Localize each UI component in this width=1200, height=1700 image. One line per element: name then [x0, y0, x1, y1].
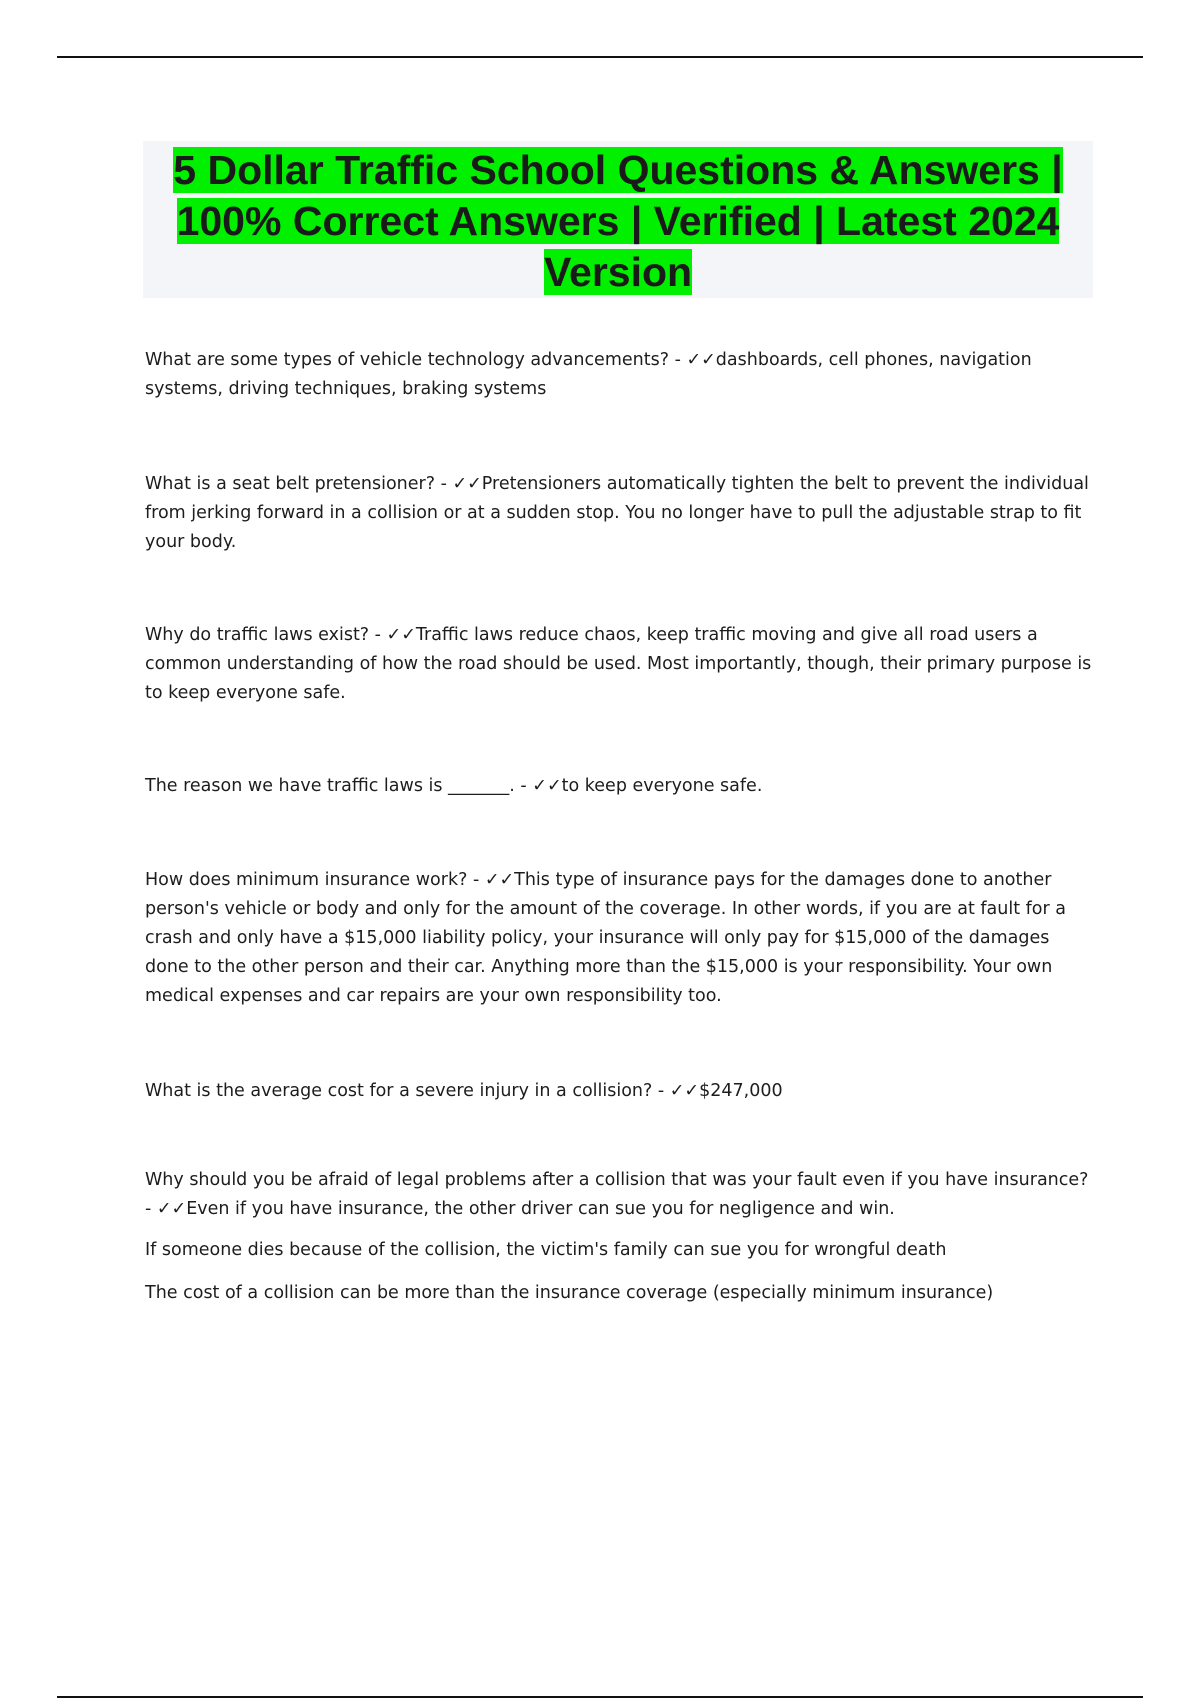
- check-separator: - ✓✓: [145, 1199, 187, 1219]
- check-separator: - ✓✓: [435, 474, 482, 494]
- qa-item: [145, 470, 1095, 557]
- document-title: [143, 141, 1093, 298]
- title-block: [143, 141, 1093, 298]
- answer-text: Pretensioners automatically tighten the belt to prevent the individual from jerking forward in a collision or at a sudden stop. You no longer have to pull the adjustable strap to fit your body.: [145, 474, 1089, 552]
- answer-text: Even if you have insurance, the other driver can sue you for negligence and win.: [186, 1199, 895, 1219]
- document-body: [145, 346, 1095, 1322]
- check-separator: - ✓✓: [369, 625, 416, 645]
- qa-item: [145, 866, 1095, 1011]
- question-text: What is a seat belt pretensioner?: [145, 474, 435, 494]
- qa-item: [145, 621, 1095, 708]
- check-separator: - ✓✓: [514, 776, 562, 796]
- check-separator: - ✓✓: [652, 1081, 700, 1101]
- question-text: Why do traffic laws exist?: [145, 625, 370, 645]
- answer-note: If someone dies because of the collision, the victim's family can sue you for wrongful death: [145, 1240, 947, 1260]
- qa-item: [145, 772, 1095, 801]
- answer-text: to keep everyone safe.: [561, 776, 763, 796]
- answer-text: This type of insurance pays for the damages done to another person's vehicle or body and only for the amount of the coverage. In other words, if you are at fault for a crash and only have a $15,000 liability policy, your insurance will only pay for $15,000 of the damages done to the other person and their car. Anything more than the $15,000 is your responsibility. Your own medical expenses and car repairs are your own responsibility too.: [145, 870, 1066, 1006]
- question-text: How does minimum insurance work?: [145, 870, 468, 890]
- answer-text: Traffic laws reduce chaos, keep traffic moving and give all road users a common understanding of how the road should be used. Most importantly, though, their primary purpose is to keep everyone safe.: [145, 625, 1092, 703]
- answer-text: dashboards, cell phones, navigation systems, driving techniques, braking systems: [145, 350, 1032, 399]
- qa-item: [145, 1077, 1095, 1106]
- check-separator: - ✓✓: [467, 870, 515, 890]
- answer-text: $247,000: [699, 1081, 783, 1101]
- question-text: What is the average cost for a severe injury in a collision?: [145, 1081, 653, 1101]
- check-separator: - ✓✓: [669, 350, 716, 370]
- question-text: Why should you be afraid of legal problems after a collision that was your fault even if you have insurance?: [145, 1170, 1089, 1190]
- qa-item: [145, 1166, 1095, 1224]
- answer-note: The cost of a collision can be more than the insurance coverage (especially minimum insurance): [145, 1283, 994, 1303]
- qa-item: [145, 346, 1095, 404]
- footer-rule: [57, 1696, 1143, 1698]
- question-text: The reason we have traffic laws is _______.: [145, 776, 515, 796]
- title-highlight: 5 Dollar Traffic School Questions & Answers | 100% Correct Answers | Verified | Latest 2024 Version: [173, 147, 1063, 295]
- question-text: What are some types of vehicle technology advancements?: [145, 350, 670, 370]
- header-rule: [57, 56, 1143, 58]
